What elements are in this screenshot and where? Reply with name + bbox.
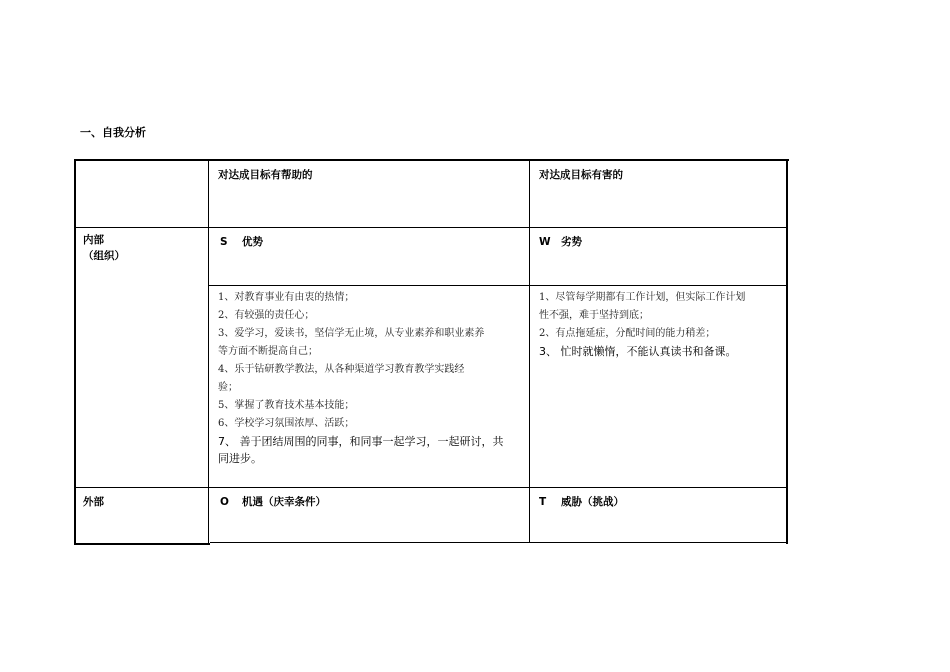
list-item: 2、有点拖延症，分配时间的能力稍差；: [539, 328, 716, 339]
list-item: 7、 善于团结周围的同事，和同事一起学习，一起研讨，共: [218, 435, 504, 448]
strengths-list: [218, 289, 484, 433]
opportunity-heading: [220, 493, 326, 511]
table-divider-row2: [209, 285, 787, 286]
section-title: 一、自我分析: [80, 126, 146, 139]
table-divider-row1: [75, 227, 787, 228]
table-border-top: [75, 159, 789, 161]
table-border-bottom-right: [210, 542, 788, 543]
internal-label-line2: （组织）: [83, 250, 125, 262]
strength-code: S: [220, 236, 228, 248]
strength-label: 优势: [242, 236, 263, 248]
weaknesses-list: [539, 289, 745, 343]
list-item: 1、尽管每学期都有工作计划，但实际工作计划: [539, 292, 746, 303]
threat-heading: [539, 493, 624, 511]
threat-label: 威胁（挑战）: [561, 496, 624, 508]
internal-label-line1: 内部: [83, 234, 104, 246]
strength-heading: [220, 233, 263, 251]
list-item: 3、 忙时就懒惰，不能认真读书和备课。: [539, 345, 737, 358]
weakness-last-item: [539, 343, 737, 360]
list-item: 等方面不断提高自己；: [218, 346, 318, 357]
opportunity-code: O: [220, 496, 229, 508]
header-harmful: 对达成目标有害的: [539, 169, 623, 181]
list-item: 性不强，难于坚持到底；: [539, 310, 649, 321]
header-helpful: 对达成目标有帮助的: [218, 169, 313, 181]
table-divider-row3: [75, 487, 787, 488]
list-item: 验；: [218, 382, 238, 393]
weakness-heading: [539, 233, 582, 251]
list-item: 5、掌握了教育技术基本技能；: [218, 400, 355, 411]
threat-code: T: [539, 496, 547, 508]
internal-label: [83, 232, 125, 264]
list-item: 1、对教育事业有由衷的热情；: [218, 292, 355, 303]
list-item: 2、有较强的责任心；: [218, 310, 315, 321]
strength-last-item: [218, 433, 504, 467]
list-item: 4、乐于钻研教学教法，从各种渠道学习教育教学实践经: [218, 364, 465, 375]
external-label: 外部: [83, 496, 104, 508]
weakness-label: 劣势: [561, 236, 582, 248]
table-border-bottom-left: [74, 543, 210, 545]
table-divider-col2: [529, 160, 530, 542]
opportunity-label: 机遇（庆幸条件）: [242, 496, 326, 508]
weakness-code: W: [539, 236, 551, 248]
list-item: 同进步。: [218, 452, 262, 465]
list-item: 3、爱学习，爱读书，坚信学无止境，从专业素养和职业素养: [218, 328, 485, 339]
list-item: 6、学校学习氛围浓厚、活跃；: [218, 418, 355, 429]
